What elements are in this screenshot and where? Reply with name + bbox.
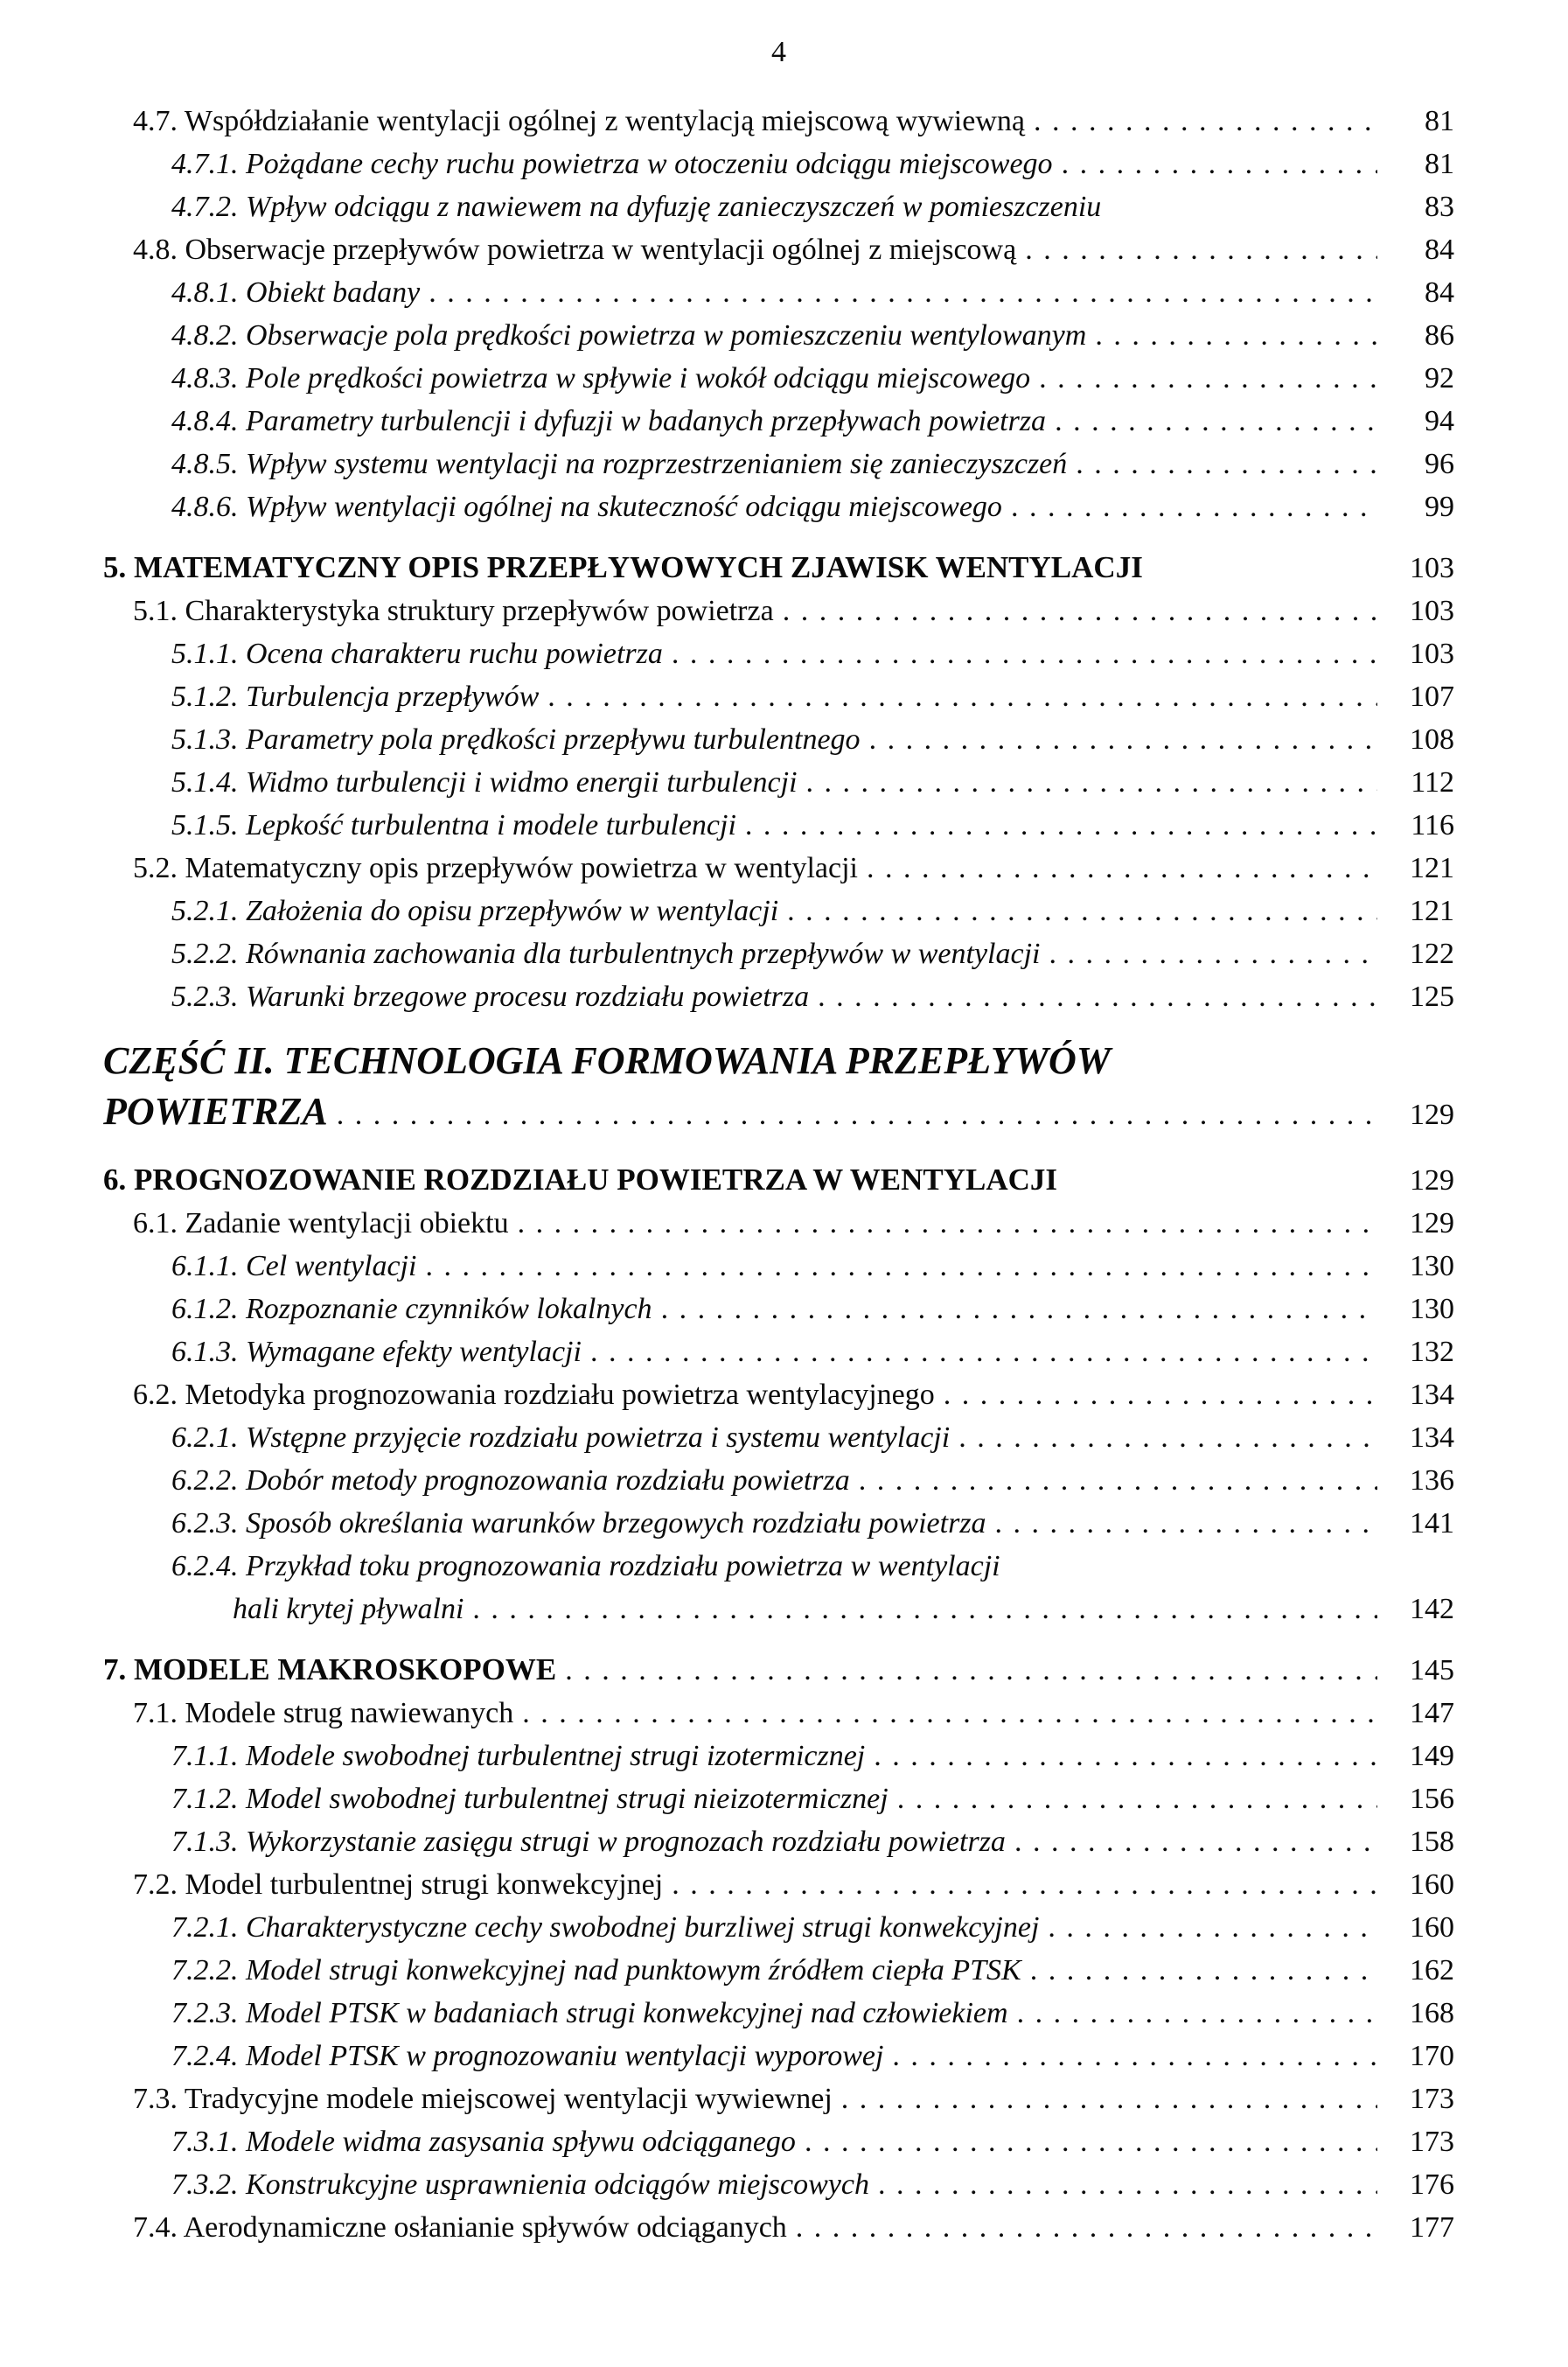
dot-leader bbox=[995, 1502, 1377, 1545]
toc-entry-title: 5.2.2. Równania zachowania dla turbulentnych przepływów w wentylacji bbox=[171, 938, 1041, 970]
toc-entry-title: 6.2.2. Dobór metody prognozowania rozdziału powietrza bbox=[171, 1464, 850, 1497]
toc-entry-page: 142 bbox=[1410, 1593, 1454, 1625]
dot-leader bbox=[565, 1649, 1377, 1692]
toc-entry-page: 168 bbox=[1410, 1997, 1454, 2029]
toc-entry bbox=[103, 1777, 1454, 1820]
toc-entry-page: 129 bbox=[1410, 1099, 1454, 1131]
toc-entry-page: 81 bbox=[1425, 148, 1454, 180]
toc-entry-title: 7.1.1. Modele swobodnej turbulentnej strugi izotermicznej bbox=[171, 1740, 866, 1772]
toc-entry bbox=[103, 1330, 1454, 1373]
toc-entry-title: 6.2.1. Wstępne przyjęcie rozdziału powietrza i systemu wentylacji bbox=[171, 1421, 951, 1454]
dot-leader bbox=[1014, 1820, 1377, 1863]
dot-leader bbox=[1049, 932, 1378, 975]
toc-entry-page: 121 bbox=[1410, 895, 1454, 927]
toc-entry-title: 6.1. Zadanie wentylacji obiektu bbox=[133, 1207, 509, 1239]
toc-entry-title: 6.2.3. Sposób określania warunków brzegowych rozdziału powietrza bbox=[171, 1507, 986, 1540]
dot-leader bbox=[661, 1288, 1377, 1330]
dot-leader bbox=[897, 1777, 1377, 1820]
toc-entry bbox=[103, 1202, 1454, 1245]
toc-entry bbox=[103, 1086, 1454, 1141]
dot-leader bbox=[787, 890, 1377, 932]
dot-leader bbox=[783, 590, 1377, 632]
toc-entry bbox=[103, 1648, 1454, 1692]
dot-leader bbox=[1039, 357, 1377, 400]
toc-entry bbox=[103, 1502, 1454, 1545]
toc-entry-title: 6.1.1. Cel wentylacji bbox=[171, 1250, 417, 1282]
toc-entry-page: 129 bbox=[1410, 1207, 1454, 1239]
toc-entry bbox=[103, 1820, 1454, 1863]
dot-leader bbox=[522, 1692, 1377, 1735]
toc-entry bbox=[103, 2035, 1454, 2077]
toc-entry bbox=[103, 546, 1454, 590]
dot-leader bbox=[1017, 1992, 1377, 2035]
toc-entry-page: 84 bbox=[1425, 234, 1454, 266]
toc-entry-title: 7.1. Modele strug nawiewanych bbox=[133, 1697, 514, 1729]
toc-entry-page: 136 bbox=[1410, 1464, 1454, 1497]
dot-leader bbox=[892, 2035, 1377, 2077]
toc-entry-page: 149 bbox=[1410, 1740, 1454, 1772]
toc-entry-title: 7.1.3. Wykorzystanie zasięgu strugi w prognozach rozdziału powietrza bbox=[171, 1826, 1006, 1858]
toc-entry bbox=[103, 975, 1454, 1018]
toc-entry bbox=[103, 718, 1454, 761]
toc-entry-page: 134 bbox=[1410, 1421, 1454, 1454]
toc-entry bbox=[103, 932, 1454, 975]
toc-entry bbox=[103, 804, 1454, 847]
dot-leader bbox=[337, 1090, 1377, 1141]
toc-entry-page: 160 bbox=[1410, 1911, 1454, 1944]
toc-entry-page: 125 bbox=[1410, 981, 1454, 1013]
toc-entry-page: 92 bbox=[1425, 362, 1454, 394]
toc-entry-title: hali krytej pływalni bbox=[233, 1593, 464, 1625]
toc-entry bbox=[103, 1288, 1454, 1330]
toc-entry-title: 5.2. Matematyczny opis przepływów powietrza w wentylacji bbox=[133, 852, 858, 884]
toc-entry-page: 176 bbox=[1410, 2168, 1454, 2201]
toc-entry bbox=[103, 1949, 1454, 1992]
toc-entry-page: 103 bbox=[1410, 552, 1454, 584]
dot-leader bbox=[859, 1459, 1377, 1502]
toc-entry-page: 96 bbox=[1425, 448, 1454, 480]
toc-entry bbox=[103, 1588, 1454, 1630]
dot-leader bbox=[429, 271, 1377, 314]
toc-entry-title: 7.2.1. Charakterystyczne cechy swobodnej burzliwej strugi konwekcyjnej bbox=[171, 1911, 1040, 1944]
toc-entry-page: 173 bbox=[1410, 2083, 1454, 2115]
toc-list bbox=[103, 100, 1454, 2249]
toc-entry-page: 177 bbox=[1410, 2211, 1454, 2244]
toc-entry-page: 94 bbox=[1425, 405, 1454, 437]
toc-entry-title: 5.1.3. Parametry pola prędkości przepływu turbulentnego bbox=[171, 723, 861, 756]
dot-leader bbox=[878, 2163, 1377, 2206]
toc-entry-page: 129 bbox=[1410, 1164, 1454, 1197]
toc-entry bbox=[103, 1735, 1454, 1777]
toc-entry-page: 103 bbox=[1410, 638, 1454, 670]
toc-entry bbox=[103, 1906, 1454, 1949]
toc-entry bbox=[103, 675, 1454, 718]
dot-leader bbox=[1076, 443, 1377, 485]
toc-entry-title: 5.1.2. Turbulencja przepływów bbox=[171, 681, 540, 713]
toc-entry-page: 121 bbox=[1410, 852, 1454, 884]
toc-entry-page: 86 bbox=[1425, 319, 1454, 352]
toc-entry-title: 4.8.2. Obserwacje pola prędkości powietrza w pomieszczeniu wentylowanym bbox=[171, 319, 1087, 352]
toc-entry bbox=[103, 2206, 1454, 2249]
toc-entry bbox=[103, 1459, 1454, 1502]
toc-entry-title: 5.1.4. Widmo turbulencji i widmo energii turbulencji bbox=[171, 766, 798, 799]
toc-entry-title: 7.3. Tradycyjne modele miejscowej wentylacji wywiewnej bbox=[133, 2083, 833, 2115]
toc-entry-page: 162 bbox=[1410, 1954, 1454, 1986]
toc-entry-title: 4.7.1. Pożądane cechy ruchu powietrza w otoczeniu odciągu miejscowego bbox=[171, 148, 1053, 180]
toc-entry bbox=[103, 590, 1454, 632]
toc-entry bbox=[103, 890, 1454, 932]
toc-entry bbox=[103, 1158, 1454, 1202]
toc-entry-title: 5.1.1. Ocena charakteru ruchu powietrza bbox=[171, 638, 663, 670]
toc-entry-title: 7.2.2. Model strugi konwekcyjnej nad punktowym źródłem ciepła PTSK bbox=[171, 1954, 1021, 1986]
toc-entry bbox=[103, 2077, 1454, 2120]
toc-entry-page: 84 bbox=[1425, 276, 1454, 309]
toc-entry-page: 173 bbox=[1410, 2126, 1454, 2158]
dot-leader bbox=[1034, 100, 1377, 143]
toc-entry-page: 81 bbox=[1425, 105, 1454, 137]
dot-leader bbox=[1095, 314, 1377, 357]
dot-leader bbox=[745, 804, 1377, 847]
toc-entry bbox=[103, 143, 1454, 185]
toc-entry-page: 83 bbox=[1425, 191, 1454, 223]
toc-entry-title: 4.7.2. Wpływ odciągu z nawiewem na dyfuzję zanieczyszczeń w pomieszczeniu bbox=[171, 191, 1102, 223]
toc-entry-title: 7.4. Aerodynamiczne osłanianie spływów odciąganych bbox=[133, 2211, 787, 2244]
toc-entry-title: 7.2.3. Model PTSK w badaniach strugi konwekcyjnej nad człowiekiem bbox=[171, 1997, 1008, 2029]
toc-entry-title: 7.2.4. Model PTSK w prognozowaniu wentylacji wyporowej bbox=[171, 2040, 884, 2072]
toc-entry bbox=[103, 185, 1454, 228]
dot-leader bbox=[867, 847, 1377, 890]
toc-entry-title: 7.3.2. Konstrukcyjne usprawnienia odciągów miejscowych bbox=[171, 2168, 869, 2201]
toc-entry-title: 7. MODELE MAKROSKOPOWE bbox=[103, 1652, 557, 1686]
toc-entry bbox=[103, 1863, 1454, 1906]
toc-entry-title: 6.2. Metodyka prognozowania rozdziału powietrza wentylacyjnego bbox=[133, 1379, 935, 1411]
toc-entry bbox=[103, 400, 1454, 443]
toc-entry-title: 6. PROGNOZOWANIE ROZDZIAŁU POWIETRZA W WENTYLACJI bbox=[103, 1163, 1058, 1197]
toc-entry-page: 107 bbox=[1410, 681, 1454, 713]
dot-leader bbox=[1030, 1949, 1377, 1992]
dot-leader bbox=[518, 1202, 1377, 1245]
toc-entry-title: 7.3.1. Modele widma zasysania spływu odciąganego bbox=[171, 2126, 796, 2158]
toc-entry-page: 134 bbox=[1410, 1379, 1454, 1411]
dot-leader bbox=[806, 761, 1377, 804]
toc-entry bbox=[103, 314, 1454, 357]
toc-entry-title: 5.1. Charakterystyka struktury przepływów powietrza bbox=[133, 595, 774, 627]
toc-entry bbox=[103, 1416, 1454, 1459]
dot-leader bbox=[1011, 485, 1377, 528]
toc-entry bbox=[103, 1036, 1454, 1086]
dot-leader bbox=[805, 2120, 1377, 2163]
dot-leader bbox=[672, 1863, 1377, 1906]
toc-entry bbox=[103, 1245, 1454, 1288]
toc-entry-page: 130 bbox=[1410, 1250, 1454, 1282]
dot-leader bbox=[672, 632, 1377, 675]
dot-leader bbox=[425, 1245, 1377, 1288]
toc-entry-title: POWIETRZA bbox=[103, 1090, 328, 1133]
toc-entry bbox=[103, 357, 1454, 400]
toc-entry bbox=[103, 1992, 1454, 2035]
toc-entry-title: 7.2. Model turbulentnej strugi konwekcyjnej bbox=[133, 1868, 664, 1901]
toc-entry bbox=[103, 632, 1454, 675]
toc-entry-page: 108 bbox=[1410, 723, 1454, 756]
toc-entry-page: 103 bbox=[1410, 595, 1454, 627]
toc-entry bbox=[103, 228, 1454, 271]
toc-entry bbox=[103, 1373, 1454, 1416]
dot-leader bbox=[472, 1588, 1377, 1630]
toc-entry-title: 5.2.3. Warunki brzegowe procesu rozdziału powietrza bbox=[171, 981, 810, 1013]
toc-entry-page: 99 bbox=[1425, 491, 1454, 523]
dot-leader bbox=[818, 975, 1377, 1018]
toc-entry-page: 130 bbox=[1410, 1293, 1454, 1325]
toc-entry bbox=[103, 443, 1454, 485]
toc-entry-page: 160 bbox=[1410, 1868, 1454, 1901]
dot-leader bbox=[547, 675, 1377, 718]
toc-entry-page: 116 bbox=[1411, 809, 1454, 841]
toc-entry-title: 4.8. Obserwacje przepływów powietrza w wentylacji ogólnej z miejscową bbox=[133, 234, 1017, 266]
toc-entry-title: 6.1.3. Wymagane efekty wentylacji bbox=[171, 1336, 582, 1368]
toc-entry-title: CZĘŚĆ II. TECHNOLOGIA FORMOWANIA PRZEPŁYWÓW bbox=[103, 1039, 1111, 1082]
toc-entry-page: 145 bbox=[1410, 1654, 1454, 1686]
toc-entry-page: 156 bbox=[1410, 1783, 1454, 1815]
toc-entry bbox=[103, 2120, 1454, 2163]
toc-entry-title: 5. MATEMATYCZNY OPIS PRZEPŁYWOWYCH ZJAWISK WENTYLACJI bbox=[103, 550, 1143, 584]
toc-entry-page: 122 bbox=[1410, 938, 1454, 970]
toc-entry-page: 112 bbox=[1411, 766, 1454, 799]
toc-entry bbox=[103, 1545, 1454, 1588]
toc-entry-title: 7.1.2. Model swobodnej turbulentnej strugi nieizotermicznej bbox=[171, 1783, 889, 1815]
toc-entry-title: 5.2.1. Założenia do opisu przepływów w wentylacji bbox=[171, 895, 779, 927]
toc-entry bbox=[103, 271, 1454, 314]
dot-leader bbox=[796, 2206, 1377, 2249]
dot-leader bbox=[944, 1373, 1377, 1416]
toc-entry bbox=[103, 847, 1454, 890]
toc-entry-title: 6.2.4. Przykład toku prognozowania rozdziału powietrza w wentylacji bbox=[171, 1550, 1000, 1582]
toc-entry-title: 4.8.5. Wpływ systemu wentylacji na rozprzestrzenianiem się zanieczyszczeń bbox=[171, 448, 1068, 480]
toc-entry-title: 4.7. Współdziałanie wentylacji ogólnej z wentylacją miejscową wywiewną bbox=[133, 105, 1025, 137]
toc-entry-title: 5.1.5. Lepkość turbulentna i modele turbulencji bbox=[171, 809, 736, 841]
toc-entry-page: 147 bbox=[1410, 1697, 1454, 1729]
toc-entry-title: 6.1.2. Rozpoznanie czynników lokalnych bbox=[171, 1293, 652, 1325]
dot-leader bbox=[874, 1735, 1377, 1777]
page-number: 4 bbox=[771, 36, 786, 68]
toc-entry-page: 141 bbox=[1410, 1507, 1454, 1540]
toc-entry bbox=[103, 485, 1454, 528]
dot-leader bbox=[1062, 143, 1377, 185]
toc-entry-page: 132 bbox=[1410, 1336, 1454, 1368]
toc-entry-title: 4.8.1. Obiekt badany bbox=[171, 276, 421, 309]
dot-leader bbox=[958, 1416, 1377, 1459]
toc-entry-title: 4.8.6. Wpływ wentylacji ogólnej na skuteczność odciągu miejscowego bbox=[171, 491, 1002, 523]
toc-entry-title: 4.8.3. Pole prędkości powietrza w spływie i wokół odciągu miejscowego bbox=[171, 362, 1031, 394]
toc-entry-title: 4.8.4. Parametry turbulencji i dyfuzji w badanych przepływach powietrza bbox=[171, 405, 1047, 437]
toc-entry bbox=[103, 2163, 1454, 2206]
dot-leader bbox=[1025, 228, 1377, 271]
dot-leader bbox=[869, 718, 1377, 761]
dot-leader bbox=[841, 2077, 1377, 2120]
dot-leader bbox=[1048, 1906, 1377, 1949]
dot-leader bbox=[1055, 400, 1377, 443]
toc-entry-page: 170 bbox=[1410, 2040, 1454, 2072]
toc-entry bbox=[103, 1692, 1454, 1735]
toc-entry-page: 158 bbox=[1410, 1826, 1454, 1858]
dot-leader bbox=[590, 1330, 1377, 1373]
toc-entry bbox=[103, 100, 1454, 143]
toc-entry bbox=[103, 761, 1454, 804]
